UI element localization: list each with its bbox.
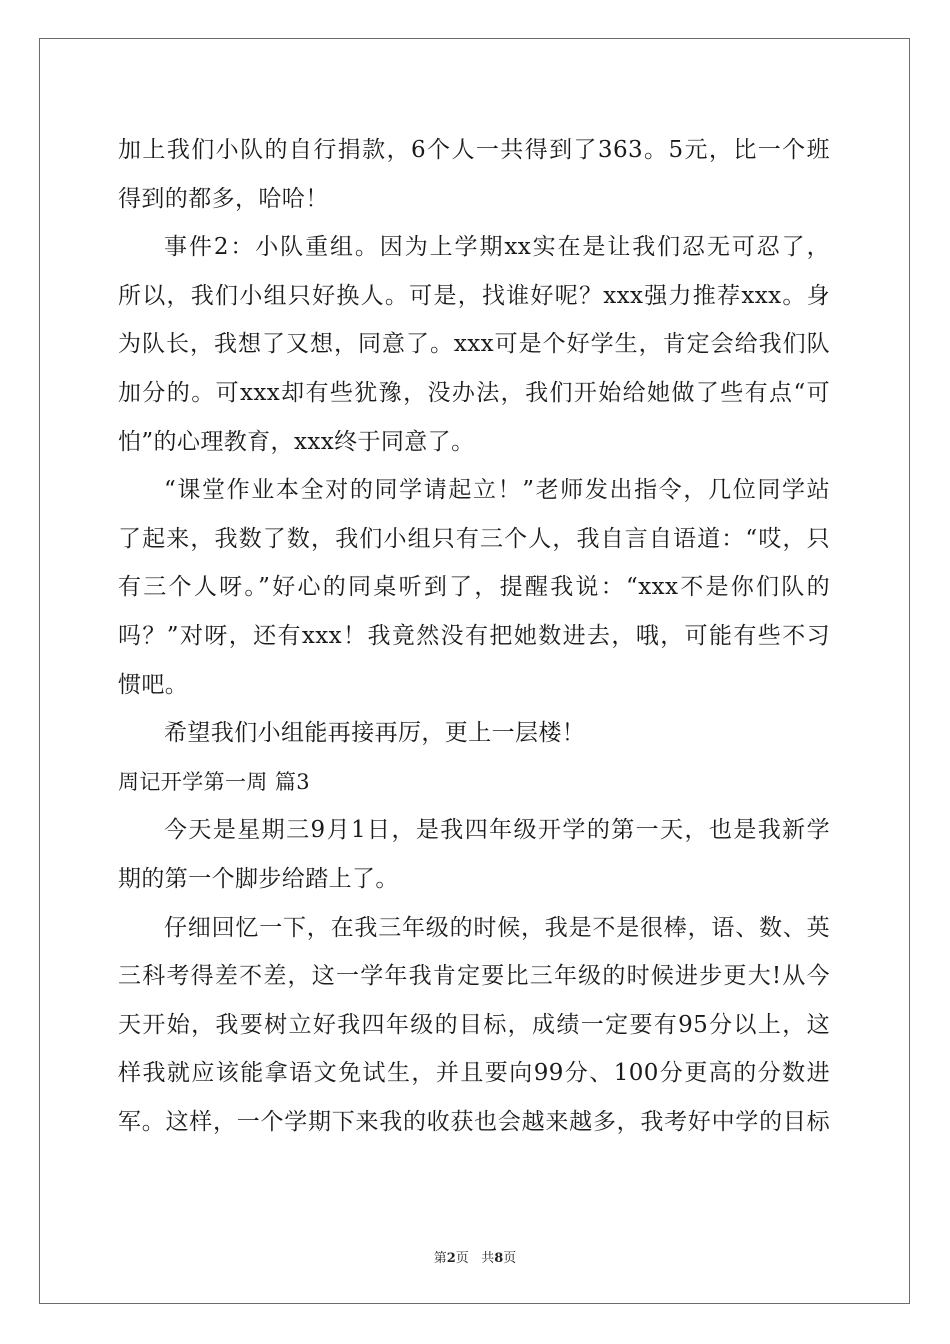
- text-line: 得到的都多，哈哈！: [118, 185, 329, 212]
- text-line: 样我就应该能拿语文免试生，并且要向99分、100分更高的分数进: [118, 1060, 830, 1087]
- text-line: 所以，我们小组只好换人。可是，找谁好呢？xxx强力推荐xxx。身: [118, 282, 830, 309]
- footer-total-prefix: 共: [481, 1251, 495, 1266]
- page-number-footer: [0, 1247, 950, 1266]
- text-line: 加分的。可xxx却有些犹豫，没办法，我们开始给她做了些有点“可: [118, 379, 830, 406]
- text-line: 仔细回忆一下，在我三年级的时候，我是不是很棒，语、数、英: [164, 914, 830, 941]
- text-line: 惯吧。: [118, 671, 189, 698]
- document-body: [118, 126, 830, 1146]
- total-page-count: 8: [494, 1251, 504, 1266]
- footer-prefix: 第: [433, 1251, 447, 1266]
- text-line: 有三个人呀。”好心的同桌听到了，提醒我说：“xxx不是你们队的: [118, 574, 830, 601]
- text-line: 为队长，我想了又想，同意了。xxx可是个好学生，肯定会给我们队: [118, 331, 830, 358]
- text-line: 期的第一个脚步给踏上了。: [118, 865, 399, 892]
- text-line: 加上我们小队的自行捐款，6个人一共得到了363。5元，比一个班: [118, 137, 830, 163]
- text-line: 吗？”对呀，还有xxx！我竟然没有把她数进去，哦，可能有些不习: [118, 622, 830, 649]
- text-line: 了起来，我数了数，我们小组只有三个人，我自言自语道：“哎，只: [118, 525, 830, 552]
- text-line: “课堂作业本全对的同学请起立！”老师发出指令，几位同学站: [164, 477, 830, 504]
- text-line: 军。这样，一个学期下来我的收获也会越来越多，我考好中学的目标: [118, 1108, 830, 1135]
- section-heading: 周记开学第一周 篇3: [118, 769, 311, 794]
- text-line: 事件2：小队重组。因为上学期xx实在是让我们忍无可忍了，: [164, 234, 830, 261]
- footer-page-suffix: 页: [455, 1251, 469, 1266]
- text-line: 今天是星期三9月1日，是我四年级开学的第一天，也是我新学: [164, 817, 830, 844]
- footer-total-suffix: 页: [503, 1251, 517, 1266]
- text-line: 希望我们小组能再接再厉，更上一层楼！: [164, 720, 586, 747]
- current-page-number: 2: [446, 1251, 456, 1266]
- text-line: 三科考得差不差，这一学年我肯定要比三年级的时候进步更大!从今: [118, 963, 830, 990]
- text-line: 怕”的心理教育，xxx终于同意了。: [118, 428, 475, 455]
- text-line: 天开始，我要树立好我四年级的目标，成绩一定要有95分以上，这: [118, 1011, 830, 1038]
